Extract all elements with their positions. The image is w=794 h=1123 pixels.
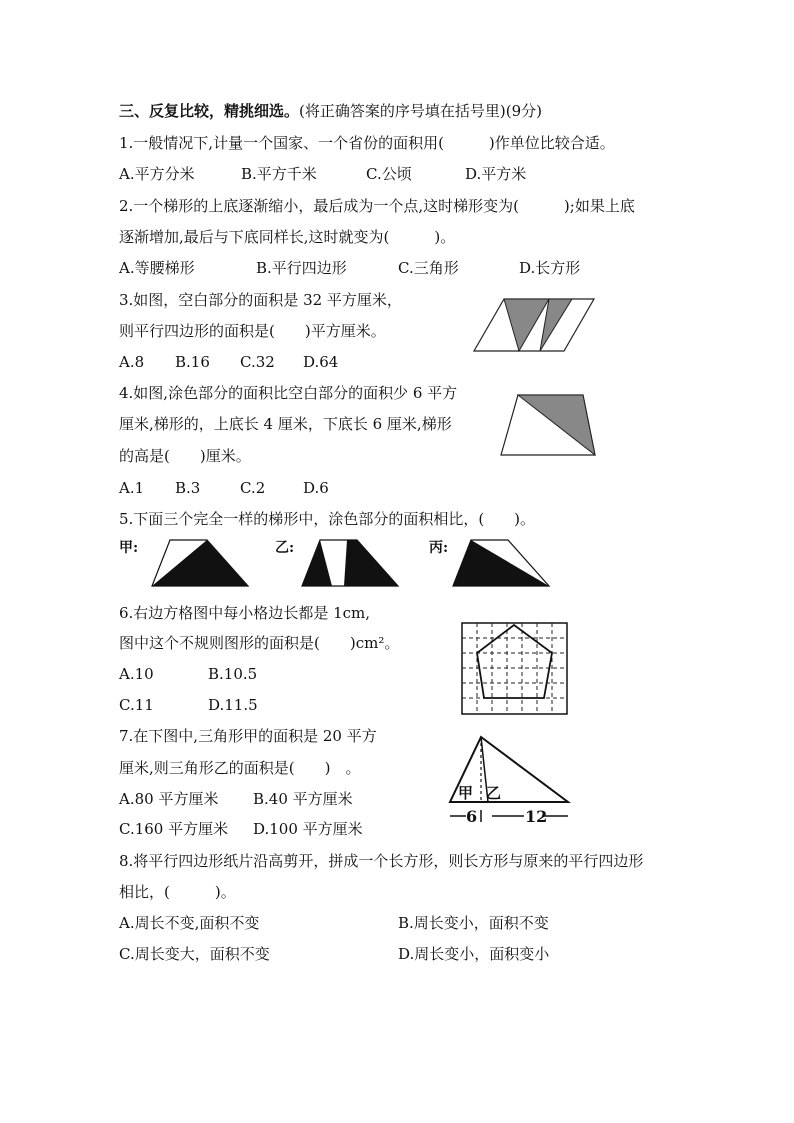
q3-line2: 则平行四边形的面积是( )平方厘米。 bbox=[119, 322, 386, 340]
q3-parallelogram-figure bbox=[474, 297, 594, 353]
q7-left-length: 6 bbox=[466, 807, 478, 826]
q3-line1: 3.如图，空白部分的面积是 32 平方厘米， bbox=[119, 291, 402, 309]
q7-option-d[interactable]: D.100 平方厘米 bbox=[253, 820, 363, 838]
q5-trapezoid-bing bbox=[453, 538, 551, 590]
section-title: 三、反复比较，精挑细选。 bbox=[119, 102, 300, 120]
q2-line2: 逐渐增加,最后与下底同样长,这时就变为( )。 bbox=[119, 228, 456, 246]
q6-option-a[interactable]: A.10 bbox=[119, 665, 154, 683]
q2-option-c[interactable]: C.三角形 bbox=[398, 259, 459, 277]
q4-line1: 4.如图,涂色部分的面积比空白部分的面积少 6 平方 bbox=[119, 384, 458, 402]
q5-label-bing: 丙: bbox=[429, 540, 449, 556]
section-note: (将正确答案的序号填在括号里)(9分) bbox=[299, 102, 542, 120]
q6-option-d[interactable]: D.11.5 bbox=[208, 696, 258, 714]
q7-label-jia: 甲 bbox=[458, 784, 474, 802]
q1-option-a[interactable]: A.平方分米 bbox=[119, 165, 195, 183]
q7-right-length: 12 bbox=[525, 807, 548, 826]
q5-trapezoid-yi bbox=[302, 538, 400, 590]
q6-line1: 6.右边方格图中每小格边长都是 1cm, bbox=[119, 604, 371, 622]
q7-line2: 厘米,则三角形乙的面积是( ) 。 bbox=[119, 759, 361, 777]
q3-option-a[interactable]: A.8 bbox=[119, 353, 145, 371]
q7-triangle-figure bbox=[446, 734, 574, 824]
q7-option-a[interactable]: A.80 平方厘米 bbox=[119, 790, 219, 808]
q4-option-a[interactable]: A.1 bbox=[119, 479, 145, 497]
q1-option-d[interactable]: D.平方米 bbox=[465, 165, 527, 183]
q8-option-c[interactable]: C.周长变大，面积不变 bbox=[119, 945, 270, 963]
q4-trapezoid-figure bbox=[501, 393, 597, 457]
q7-label-yi: 乙 bbox=[486, 784, 502, 802]
q6-grid-figure bbox=[461, 622, 569, 716]
q6-option-b[interactable]: B.10.5 bbox=[208, 665, 258, 683]
q5-label-jia: 甲: bbox=[119, 540, 139, 556]
q2-option-d[interactable]: D.长方形 bbox=[519, 259, 581, 277]
q3-option-d[interactable]: D.64 bbox=[303, 353, 339, 371]
q2-option-a[interactable]: A.等腰梯形 bbox=[119, 259, 195, 277]
q4-option-b[interactable]: B.3 bbox=[175, 479, 201, 497]
q3-option-c[interactable]: C.32 bbox=[240, 353, 275, 371]
q8-option-a[interactable]: A.周长不变,面积不变 bbox=[119, 914, 260, 932]
q8-option-b[interactable]: B.周长变小，面积不变 bbox=[398, 914, 549, 932]
q6-line2: 图中这个不规则图形的面积是( )cm²。 bbox=[119, 634, 400, 652]
q8-line2: 相比，( )。 bbox=[119, 883, 236, 901]
q4-option-d[interactable]: D.6 bbox=[303, 479, 329, 497]
q4-option-c[interactable]: C.2 bbox=[240, 479, 266, 497]
q6-option-c[interactable]: C.11 bbox=[119, 696, 154, 714]
q7-option-b[interactable]: B.40 平方厘米 bbox=[253, 790, 353, 808]
q7-line1: 7.在下图中,三角形甲的面积是 20 平方 bbox=[119, 727, 377, 745]
section-header bbox=[119, 101, 542, 121]
q5-trapezoid-jia bbox=[152, 538, 250, 590]
q2-option-b[interactable]: B.平行四边形 bbox=[256, 259, 347, 277]
q5-label-yi: 乙: bbox=[275, 540, 295, 556]
q8-line1: 8.将平行四边形纸片沿高剪开，拼成一个长方形，则长方形与原来的平行四边形 bbox=[119, 852, 644, 870]
q8-option-d[interactable]: D.周长变小，面积变小 bbox=[398, 945, 550, 963]
q2-line1: 2.一个梯形的上底逐渐缩小，最后成为一个点,这时梯形变为( );如果上底 bbox=[119, 197, 635, 215]
q4-line2: 厘米,梯形的，上底长 4 厘米，下底长 6 厘米,梯形 bbox=[119, 415, 452, 433]
q5-text: 5.下面三个完全一样的梯形中，涂色部分的面积相比，( )。 bbox=[119, 510, 536, 528]
q1-text: 1.一般情况下,计量一个国家、一个省份的面积用( )作单位比较合适。 bbox=[119, 134, 615, 152]
q1-option-b[interactable]: B.平方千米 bbox=[241, 165, 317, 183]
q1-option-c[interactable]: C.公顷 bbox=[366, 165, 412, 183]
q3-option-b[interactable]: B.16 bbox=[175, 353, 210, 371]
q7-option-c[interactable]: C.160 平方厘米 bbox=[119, 820, 229, 838]
q4-line3: 的高是( )厘米。 bbox=[119, 447, 251, 465]
